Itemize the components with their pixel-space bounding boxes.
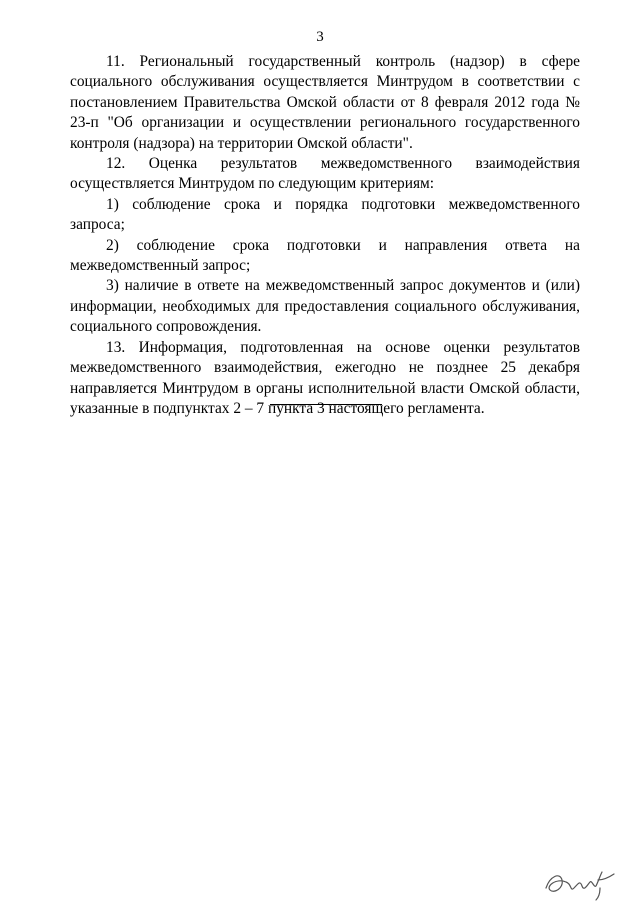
paragraph-13: 13. Информация, подготовленная на основе оценки результатов межведомственного взаимодействия, ежегодно не позднее 25 декабря направляется Минтрудом в органы исполнительной власти Омской области, указанные в подпунктах 2 – 7 пункта 3 настоящего регламента. [70, 338, 580, 417]
paragraph-12: 12. Оценка результатов межведомственного взаимодействия осуществляется Минтрудом по следующим критериям: [70, 155, 580, 193]
end-divider-line [270, 404, 382, 405]
criterion-2: 2) соблюдение срока подготовки и направления ответа на межведомственный запрос; [70, 236, 580, 275]
document-body [70, 52, 580, 419]
criterion-3: 3) наличие в ответе на межведомственный запрос документов и (или) информации, необходимых для предоставления социального обслуживания, социального сопровождения. [70, 277, 580, 336]
criterion-1: 1) соблюдение срока и порядка подготовки межведомственного запроса; [70, 195, 580, 234]
page-number: 3 [316, 29, 324, 45]
paragraph-11: 11. Региональный государственный контроль (надзор) в сфере социального обслуживания осуществляется Минтрудом в соответствии с постановлением Правительства Омской области от 8 февраля 2012 года № 23-п "Об организации и осуществлении регионального государственного контроля (надзора) на территории Омской области". [70, 53, 580, 152]
handwritten-signature-icon [540, 858, 620, 902]
